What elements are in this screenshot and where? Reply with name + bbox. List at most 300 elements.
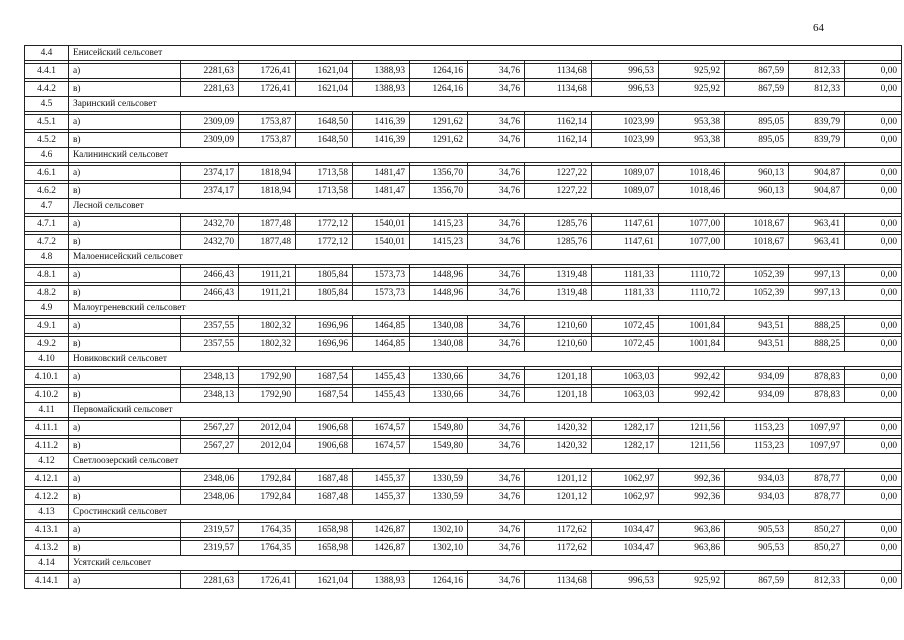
value-cell: 2374,17 — [181, 184, 239, 199]
tariff-table — [24, 45, 902, 589]
value-cell: 1181,33 — [592, 286, 659, 301]
value-cell: 0,00 — [845, 337, 902, 352]
table-row — [25, 235, 902, 250]
value-cell: 1356,70 — [410, 166, 468, 181]
value-cell: 1911,21 — [239, 286, 296, 301]
section-code: 4.4 — [25, 46, 69, 61]
value-cell: 1818,94 — [239, 184, 296, 199]
row-code: 4.4.2 — [25, 82, 69, 97]
value-cell: 1713,58 — [296, 166, 353, 181]
table-row — [25, 370, 902, 385]
value-cell: 0,00 — [845, 523, 902, 538]
value-cell: 1772,12 — [296, 235, 353, 250]
row-subtype: а) — [69, 370, 181, 385]
value-cell: 34,76 — [468, 490, 525, 505]
row-code: 4.7.2 — [25, 235, 69, 250]
value-cell: 1906,68 — [296, 439, 353, 454]
value-cell: 905,53 — [725, 541, 789, 556]
value-cell: 1792,90 — [239, 370, 296, 385]
table-row — [25, 472, 902, 487]
value-cell: 1726,41 — [239, 82, 296, 97]
row-code: 4.11.1 — [25, 421, 69, 436]
row-subtype: а) — [69, 574, 181, 589]
value-cell: 34,76 — [468, 133, 525, 148]
value-cell: 1018,46 — [659, 166, 725, 181]
value-cell: 1227,22 — [525, 166, 592, 181]
value-cell: 34,76 — [468, 439, 525, 454]
value-cell: 2348,06 — [181, 472, 239, 487]
value-cell: 878,77 — [789, 490, 845, 505]
value-cell: 1063,03 — [592, 370, 659, 385]
value-cell: 925,92 — [659, 64, 725, 79]
value-cell: 1877,48 — [239, 217, 296, 232]
value-cell: 2466,43 — [181, 286, 239, 301]
value-cell: 0,00 — [845, 319, 902, 334]
value-cell: 2567,27 — [181, 439, 239, 454]
value-cell: 2357,55 — [181, 337, 239, 352]
section-code: 4.7 — [25, 199, 69, 214]
value-cell: 1621,04 — [296, 64, 353, 79]
value-cell: 895,05 — [725, 115, 789, 130]
value-cell: 34,76 — [468, 388, 525, 403]
value-cell: 2319,57 — [181, 541, 239, 556]
value-cell: 1464,85 — [353, 337, 410, 352]
section-code: 4.6 — [25, 148, 69, 163]
value-cell: 2432,70 — [181, 235, 239, 250]
section-name: Малоугреневский сельсовет — [69, 301, 902, 316]
value-cell: 1356,70 — [410, 184, 468, 199]
value-cell: 34,76 — [468, 235, 525, 250]
value-cell: 925,92 — [659, 574, 725, 589]
value-cell: 34,76 — [468, 370, 525, 385]
value-cell: 0,00 — [845, 286, 902, 301]
row-code: 4.10.1 — [25, 370, 69, 385]
value-cell: 2466,43 — [181, 268, 239, 283]
value-cell: 867,59 — [725, 82, 789, 97]
value-cell: 839,79 — [789, 133, 845, 148]
value-cell: 1906,68 — [296, 421, 353, 436]
value-cell: 812,33 — [789, 82, 845, 97]
value-cell: 1573,73 — [353, 286, 410, 301]
value-cell: 1464,85 — [353, 319, 410, 334]
value-cell: 1687,48 — [296, 472, 353, 487]
value-cell: 1077,00 — [659, 235, 725, 250]
value-cell: 1687,48 — [296, 490, 353, 505]
section-code: 4.5 — [25, 97, 69, 112]
value-cell: 1818,94 — [239, 166, 296, 181]
value-cell: 1805,84 — [296, 286, 353, 301]
table-row — [25, 421, 902, 436]
value-cell: 1023,99 — [592, 115, 659, 130]
value-cell: 1211,56 — [659, 439, 725, 454]
value-cell: 934,09 — [725, 388, 789, 403]
section-code: 4.13 — [25, 505, 69, 520]
value-cell: 1089,07 — [592, 184, 659, 199]
row-code: 4.13.1 — [25, 523, 69, 538]
value-cell: 1481,47 — [353, 166, 410, 181]
value-cell: 34,76 — [468, 574, 525, 589]
value-cell: 1034,47 — [592, 523, 659, 538]
table-row — [25, 319, 902, 334]
value-cell: 2348,13 — [181, 388, 239, 403]
value-cell: 934,03 — [725, 472, 789, 487]
value-cell: 1330,66 — [410, 370, 468, 385]
value-cell: 812,33 — [789, 64, 845, 79]
value-cell: 1726,41 — [239, 64, 296, 79]
value-cell: 1264,16 — [410, 574, 468, 589]
value-cell: 878,83 — [789, 370, 845, 385]
value-cell: 1210,60 — [525, 337, 592, 352]
value-cell: 1319,48 — [525, 286, 592, 301]
value-cell: 1062,97 — [592, 472, 659, 487]
value-cell: 943,51 — [725, 337, 789, 352]
value-cell: 1134,68 — [525, 64, 592, 79]
value-cell: 992,36 — [659, 472, 725, 487]
value-cell: 1388,93 — [353, 574, 410, 589]
value-cell: 0,00 — [845, 235, 902, 250]
value-cell: 0,00 — [845, 166, 902, 181]
value-cell: 1415,23 — [410, 235, 468, 250]
value-cell: 895,05 — [725, 133, 789, 148]
table-row — [25, 82, 902, 97]
row-subtype: в) — [69, 133, 181, 148]
section-name: Енисейский сельсовет — [69, 46, 902, 61]
table-row — [25, 541, 902, 556]
value-cell: 850,27 — [789, 541, 845, 556]
value-cell: 1340,08 — [410, 337, 468, 352]
value-cell: 953,38 — [659, 115, 725, 130]
row-subtype: в) — [69, 235, 181, 250]
value-cell: 960,13 — [725, 184, 789, 199]
value-cell: 0,00 — [845, 421, 902, 436]
value-cell: 1726,41 — [239, 574, 296, 589]
value-cell: 1153,23 — [725, 421, 789, 436]
section-header-row — [25, 301, 902, 316]
section-header-row — [25, 148, 902, 163]
row-code: 4.9.2 — [25, 337, 69, 352]
value-cell: 996,53 — [592, 574, 659, 589]
section-code: 4.12 — [25, 454, 69, 469]
value-cell: 1481,47 — [353, 184, 410, 199]
value-cell: 1264,16 — [410, 64, 468, 79]
row-code: 4.14.1 — [25, 574, 69, 589]
value-cell: 0,00 — [845, 439, 902, 454]
value-cell: 34,76 — [468, 82, 525, 97]
value-cell: 1052,39 — [725, 268, 789, 283]
value-cell: 1753,87 — [239, 115, 296, 130]
value-cell: 1282,17 — [592, 421, 659, 436]
value-cell: 1416,39 — [353, 115, 410, 130]
value-cell: 1052,39 — [725, 286, 789, 301]
value-cell: 1621,04 — [296, 82, 353, 97]
section-header-row — [25, 403, 902, 418]
row-code: 4.10.2 — [25, 388, 69, 403]
table-row — [25, 166, 902, 181]
value-cell: 1072,45 — [592, 337, 659, 352]
table-row — [25, 388, 902, 403]
value-cell: 1210,60 — [525, 319, 592, 334]
value-cell: 1687,54 — [296, 370, 353, 385]
value-cell: 1658,98 — [296, 523, 353, 538]
value-cell: 1388,93 — [353, 64, 410, 79]
value-cell: 1018,67 — [725, 235, 789, 250]
value-cell: 1172,62 — [525, 541, 592, 556]
value-cell: 1802,32 — [239, 337, 296, 352]
value-cell: 34,76 — [468, 268, 525, 283]
value-cell: 1062,97 — [592, 490, 659, 505]
value-cell: 0,00 — [845, 268, 902, 283]
row-subtype: а) — [69, 217, 181, 232]
value-cell: 1162,14 — [525, 133, 592, 148]
value-cell: 1097,97 — [789, 439, 845, 454]
value-cell: 963,41 — [789, 235, 845, 250]
value-cell: 1549,80 — [410, 421, 468, 436]
value-cell: 1573,73 — [353, 268, 410, 283]
section-name: Калининский сельсовет — [69, 148, 902, 163]
section-header-row — [25, 505, 902, 520]
table-row — [25, 439, 902, 454]
table-row — [25, 286, 902, 301]
value-cell: 1162,14 — [525, 115, 592, 130]
value-cell: 0,00 — [845, 217, 902, 232]
section-name: Усятский сельсовет — [69, 556, 902, 571]
value-cell: 1648,50 — [296, 115, 353, 130]
value-cell: 1285,76 — [525, 235, 592, 250]
table-row — [25, 184, 902, 199]
value-cell: 34,76 — [468, 286, 525, 301]
value-cell: 1772,12 — [296, 217, 353, 232]
value-cell: 1420,32 — [525, 421, 592, 436]
value-cell: 1455,37 — [353, 472, 410, 487]
value-cell: 1792,84 — [239, 472, 296, 487]
section-name: Сростинский сельсовет — [69, 505, 902, 520]
value-cell: 1696,96 — [296, 337, 353, 352]
value-cell: 2374,17 — [181, 166, 239, 181]
value-cell: 2567,27 — [181, 421, 239, 436]
value-cell: 1201,12 — [525, 490, 592, 505]
section-header-row — [25, 97, 902, 112]
section-header-row — [25, 250, 902, 265]
value-cell: 2357,55 — [181, 319, 239, 334]
value-cell: 1713,58 — [296, 184, 353, 199]
value-cell: 1110,72 — [659, 286, 725, 301]
value-cell: 943,51 — [725, 319, 789, 334]
value-cell: 1549,80 — [410, 439, 468, 454]
section-header-row — [25, 199, 902, 214]
row-code: 4.5.2 — [25, 133, 69, 148]
value-cell: 34,76 — [468, 184, 525, 199]
value-cell: 1264,16 — [410, 82, 468, 97]
value-cell: 0,00 — [845, 133, 902, 148]
row-subtype: а) — [69, 64, 181, 79]
value-cell: 1023,99 — [592, 133, 659, 148]
value-cell: 904,87 — [789, 184, 845, 199]
value-cell: 0,00 — [845, 472, 902, 487]
value-cell: 1805,84 — [296, 268, 353, 283]
value-cell: 867,59 — [725, 64, 789, 79]
value-cell: 1227,22 — [525, 184, 592, 199]
value-cell: 1674,57 — [353, 439, 410, 454]
table-row — [25, 337, 902, 352]
value-cell: 997,13 — [789, 286, 845, 301]
value-cell: 878,83 — [789, 388, 845, 403]
row-subtype: в) — [69, 388, 181, 403]
section-code: 4.10 — [25, 352, 69, 367]
value-cell: 34,76 — [468, 472, 525, 487]
row-code: 4.5.1 — [25, 115, 69, 130]
table-row — [25, 268, 902, 283]
value-cell: 934,03 — [725, 490, 789, 505]
page-number: 64 — [813, 22, 824, 34]
row-subtype: а) — [69, 115, 181, 130]
value-cell: 905,53 — [725, 523, 789, 538]
value-cell: 1072,45 — [592, 319, 659, 334]
value-cell: 2281,63 — [181, 64, 239, 79]
value-cell: 2319,57 — [181, 523, 239, 538]
value-cell: 1110,72 — [659, 268, 725, 283]
value-cell: 1211,56 — [659, 421, 725, 436]
value-cell: 953,38 — [659, 133, 725, 148]
value-cell: 2309,09 — [181, 115, 239, 130]
section-header-row — [25, 556, 902, 571]
value-cell: 1415,23 — [410, 217, 468, 232]
value-cell: 2348,13 — [181, 370, 239, 385]
value-cell: 0,00 — [845, 82, 902, 97]
value-cell: 34,76 — [468, 217, 525, 232]
section-header-row — [25, 352, 902, 367]
value-cell: 2309,09 — [181, 133, 239, 148]
value-cell: 1134,68 — [525, 574, 592, 589]
value-cell: 1426,87 — [353, 541, 410, 556]
value-cell: 997,13 — [789, 268, 845, 283]
value-cell: 888,25 — [789, 319, 845, 334]
value-cell: 0,00 — [845, 370, 902, 385]
section-name: Заринский сельсовет — [69, 97, 902, 112]
row-code: 4.8.2 — [25, 286, 69, 301]
value-cell: 1285,76 — [525, 217, 592, 232]
value-cell: 34,76 — [468, 115, 525, 130]
value-cell: 2432,70 — [181, 217, 239, 232]
row-code: 4.6.1 — [25, 166, 69, 181]
section-code: 4.11 — [25, 403, 69, 418]
value-cell: 1291,62 — [410, 115, 468, 130]
value-cell: 934,09 — [725, 370, 789, 385]
value-cell: 888,25 — [789, 337, 845, 352]
table-row — [25, 64, 902, 79]
value-cell: 992,42 — [659, 370, 725, 385]
row-code: 4.6.2 — [25, 184, 69, 199]
value-cell: 1455,37 — [353, 490, 410, 505]
value-cell: 1018,67 — [725, 217, 789, 232]
value-cell: 1147,61 — [592, 235, 659, 250]
value-cell: 34,76 — [468, 541, 525, 556]
value-cell: 1674,57 — [353, 421, 410, 436]
value-cell: 1802,32 — [239, 319, 296, 334]
value-cell: 1330,59 — [410, 490, 468, 505]
value-cell: 1089,07 — [592, 166, 659, 181]
value-cell: 992,36 — [659, 490, 725, 505]
value-cell: 2348,06 — [181, 490, 239, 505]
value-cell: 1540,01 — [353, 217, 410, 232]
value-cell: 878,77 — [789, 472, 845, 487]
value-cell: 812,33 — [789, 574, 845, 589]
value-cell: 925,92 — [659, 82, 725, 97]
value-cell: 1172,62 — [525, 523, 592, 538]
row-code: 4.8.1 — [25, 268, 69, 283]
value-cell: 2281,63 — [181, 574, 239, 589]
value-cell: 996,53 — [592, 64, 659, 79]
value-cell: 0,00 — [845, 184, 902, 199]
value-cell: 1792,84 — [239, 490, 296, 505]
row-subtype: в) — [69, 286, 181, 301]
value-cell: 1448,96 — [410, 286, 468, 301]
table-row — [25, 523, 902, 538]
section-name: Лесной сельсовет — [69, 199, 902, 214]
value-cell: 1302,10 — [410, 541, 468, 556]
value-cell: 1621,04 — [296, 574, 353, 589]
value-cell: 1201,12 — [525, 472, 592, 487]
value-cell: 1291,62 — [410, 133, 468, 148]
value-cell: 1687,54 — [296, 388, 353, 403]
value-cell: 963,86 — [659, 523, 725, 538]
section-name: Светлоозерский сельсовет — [69, 454, 902, 469]
row-subtype: в) — [69, 184, 181, 199]
row-code: 4.12.1 — [25, 472, 69, 487]
row-subtype: а) — [69, 166, 181, 181]
table-row — [25, 574, 902, 589]
value-cell: 2281,63 — [181, 82, 239, 97]
value-cell: 34,76 — [468, 166, 525, 181]
value-cell: 0,00 — [845, 115, 902, 130]
row-subtype: в) — [69, 541, 181, 556]
value-cell: 1764,35 — [239, 523, 296, 538]
value-cell: 34,76 — [468, 319, 525, 334]
value-cell: 996,53 — [592, 82, 659, 97]
row-code: 4.4.1 — [25, 64, 69, 79]
value-cell: 1764,35 — [239, 541, 296, 556]
value-cell: 1792,90 — [239, 388, 296, 403]
value-cell: 1911,21 — [239, 268, 296, 283]
table-row — [25, 490, 902, 505]
value-cell: 1134,68 — [525, 82, 592, 97]
value-cell: 992,42 — [659, 388, 725, 403]
value-cell: 850,27 — [789, 523, 845, 538]
value-cell: 1426,87 — [353, 523, 410, 538]
section-code: 4.9 — [25, 301, 69, 316]
value-cell: 0,00 — [845, 388, 902, 403]
value-cell: 839,79 — [789, 115, 845, 130]
value-cell: 1018,46 — [659, 184, 725, 199]
value-cell: 0,00 — [845, 64, 902, 79]
section-header-row — [25, 454, 902, 469]
value-cell: 1097,97 — [789, 421, 845, 436]
value-cell: 1648,50 — [296, 133, 353, 148]
value-cell: 34,76 — [468, 523, 525, 538]
value-cell: 1147,61 — [592, 217, 659, 232]
value-cell: 1001,84 — [659, 337, 725, 352]
value-cell: 1448,96 — [410, 268, 468, 283]
value-cell: 1877,48 — [239, 235, 296, 250]
value-cell: 1455,43 — [353, 370, 410, 385]
section-name: Новиковский сельсовет — [69, 352, 902, 367]
section-name: Малоенисейский сельсовет — [69, 250, 902, 265]
value-cell: 1416,39 — [353, 133, 410, 148]
value-cell: 34,76 — [468, 337, 525, 352]
value-cell: 1153,23 — [725, 439, 789, 454]
value-cell: 0,00 — [845, 541, 902, 556]
value-cell: 1696,96 — [296, 319, 353, 334]
value-cell: 1181,33 — [592, 268, 659, 283]
